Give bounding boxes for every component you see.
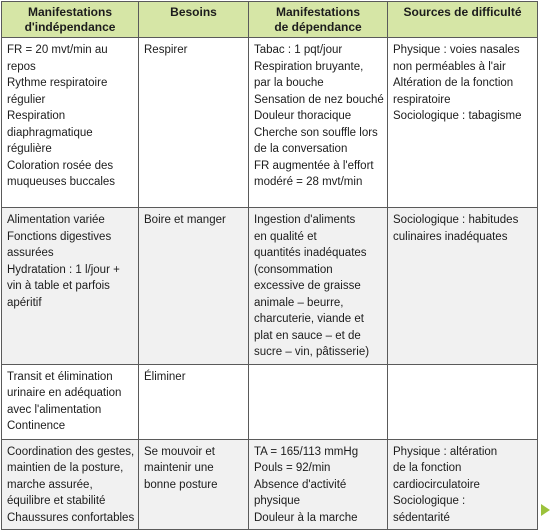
- cell-line: par la bouche: [254, 77, 324, 89]
- cell-line: Rythme respiratoire: [7, 77, 108, 89]
- cell-line: Cherche son souffle lors: [254, 126, 378, 139]
- cell-line: FR = 20 mvt/min au: [7, 44, 108, 56]
- cell-line: Sociologique : habitudes: [393, 214, 519, 226]
- cell-line: charcuterie, viande et: [254, 313, 364, 325]
- table-row: [2, 439, 538, 530]
- cell-line: Absence d'activité: [254, 478, 347, 491]
- table-cell-independence-manifestations: [2, 38, 139, 208]
- table-cell-dependence-manifestations: [249, 439, 388, 530]
- cell-line: maintien de la posture,: [7, 462, 124, 474]
- column-header-independence-manifestations: [2, 2, 139, 38]
- header-line: Sources de difficulté: [403, 5, 522, 19]
- cell-line: en qualité et: [254, 230, 317, 243]
- cell-line: Sensation de nez bouché: [254, 93, 384, 106]
- cell-line: Respiration bruyante,: [254, 60, 364, 73]
- cell-line: Se mouvoir et: [144, 445, 215, 458]
- cell-line: Sociologique :: [393, 495, 466, 507]
- cell-line: modéré = 28 mvt/min: [254, 176, 363, 188]
- cell-line: équilibre et stabilité: [7, 495, 106, 507]
- cell-line: repos: [7, 60, 36, 73]
- cell-line: Tabac : 1 pqt/jour: [254, 44, 343, 56]
- cell-line: régulier: [7, 93, 46, 106]
- header-line: de dépendance: [274, 20, 362, 34]
- header-row: [2, 2, 538, 38]
- cell-line: Physique : altération: [393, 445, 498, 458]
- header-line: Manifestations: [27, 5, 112, 19]
- cell-line: Continence: [7, 420, 66, 432]
- cell-line: de la fonction: [393, 462, 462, 474]
- cell-line: diaphragmatique: [7, 126, 93, 139]
- table-row: [2, 208, 538, 365]
- cell-line: Respiration: [7, 110, 66, 122]
- cell-line: Boire et manger: [144, 214, 226, 226]
- cell-line: Altération de la fonction: [393, 77, 514, 89]
- cell-line: assurées: [7, 247, 54, 259]
- cell-line: urinaire en adéquation: [7, 387, 122, 399]
- cell-line: cardiocirculatoire: [393, 478, 480, 491]
- cell-line: sédentarité: [393, 511, 450, 524]
- cell-line: animale – beurre,: [254, 296, 344, 309]
- cell-line: (consommation: [254, 263, 333, 276]
- cell-line: Transit et élimination: [7, 370, 113, 383]
- table-cell-need: [139, 38, 249, 208]
- cell-line: sucre – vin, pâtisserie): [254, 346, 370, 358]
- table-cell-difficulty-sources: [388, 38, 538, 208]
- table-cell-difficulty-sources: [388, 364, 538, 439]
- cell-line: maintenir une: [144, 462, 214, 474]
- cell-line: Fonctions digestives: [7, 230, 112, 243]
- table-cell-dependence-manifestations: [249, 208, 388, 365]
- cell-line: Éliminer: [144, 370, 186, 383]
- column-header-difficulty-sources: [388, 2, 538, 38]
- header-line: Besoins: [170, 5, 217, 19]
- cell-line: FR augmentée à l'effort: [254, 159, 374, 172]
- column-header-need: [139, 2, 249, 38]
- table-cell-difficulty-sources: [388, 208, 538, 365]
- cell-line: Coordination des gestes,: [7, 445, 135, 458]
- cell-line: non perméables à l'air: [393, 60, 506, 73]
- column-header-dependence-manifestations: [249, 2, 388, 38]
- table-cell-independence-manifestations: [2, 208, 139, 365]
- cell-line: bonne posture: [144, 478, 218, 491]
- table-cell-need: [139, 439, 249, 530]
- cell-line: Respirer: [144, 44, 188, 56]
- table-cell-difficulty-sources: [388, 439, 538, 530]
- cell-line: quantités inadéquates: [254, 247, 367, 259]
- cell-line: TA = 165/113 mmHg: [254, 445, 359, 458]
- cell-line: Hydratation : 1 l/jour +: [7, 263, 120, 276]
- triangle-right-icon: [541, 504, 550, 516]
- cell-line: avec l'alimentation: [7, 403, 102, 416]
- cell-line: muqueuses buccales: [7, 176, 116, 188]
- table-cell-dependence-manifestations: [249, 364, 388, 439]
- table-cell-independence-manifestations: [2, 364, 139, 439]
- table-row: [2, 38, 538, 208]
- cell-line: plat en sauce – et de: [254, 329, 361, 342]
- cell-line: Douleur thoracique: [254, 110, 352, 122]
- care-needs-table: [1, 1, 538, 530]
- cell-line: culinaires inadéquates: [393, 230, 508, 243]
- table-cell-independence-manifestations: [2, 439, 139, 530]
- cell-line: Douleur à la marche: [254, 511, 358, 524]
- table-body: [2, 38, 538, 530]
- cell-line: physique: [254, 495, 301, 507]
- table-cell-dependence-manifestations: [249, 38, 388, 208]
- cell-line: vin à table et parfois: [7, 280, 110, 292]
- cell-line: excessive de graisse: [254, 280, 361, 292]
- cell-line: marche assurée,: [7, 478, 93, 491]
- cell-line: Physique : voies nasales: [393, 44, 520, 56]
- cell-line: Alimentation variée: [7, 214, 105, 226]
- cell-line: Ingestion d'aliments: [254, 214, 356, 226]
- cell-line: Chaussures confortables: [7, 511, 135, 524]
- table-cell-need: [139, 208, 249, 365]
- cell-line: respiratoire: [393, 93, 451, 106]
- table-header: [2, 2, 538, 38]
- header-line: Manifestations: [275, 5, 360, 19]
- header-line: d'indépendance: [24, 20, 116, 34]
- cell-line: Pouls = 92/min: [254, 462, 331, 474]
- table-row: [2, 364, 538, 439]
- cell-line: de la conversation: [254, 143, 348, 155]
- cell-line: Sociologique : tabagisme: [393, 110, 522, 122]
- cell-line: régulière: [7, 143, 52, 155]
- cell-line: Coloration rosée des: [7, 159, 114, 172]
- table-cell-need: [139, 364, 249, 439]
- cell-line: apéritif: [7, 296, 42, 309]
